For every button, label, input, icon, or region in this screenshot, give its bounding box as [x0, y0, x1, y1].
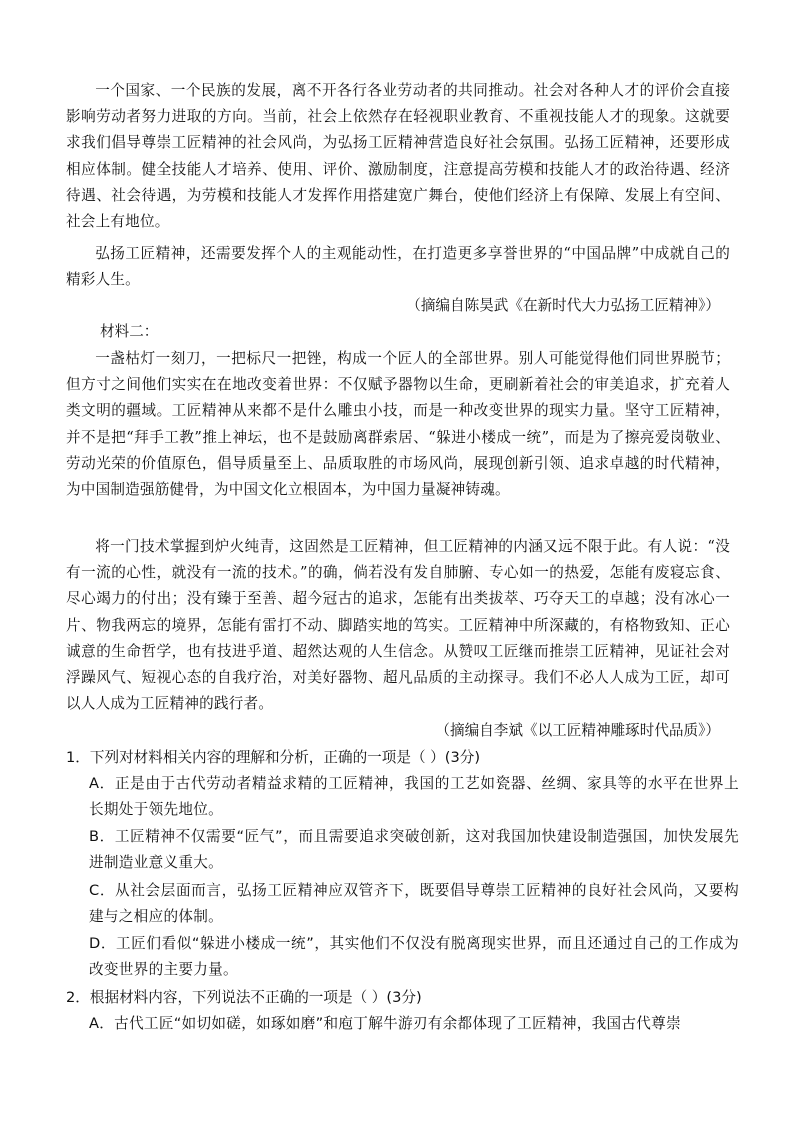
material-two-source: （摘编自李斌《以工匠精神雕琢时代品质》） [435, 722, 720, 739]
material-two-paragraph-2: 将一门技术掌握到炉火纯青，这固然是工匠精神，但工匠精神的内涵又远不限于此。有人说：“没有一流的心性，就没有一流的技术。”的确，倘若没有发自肺腑、专心如一的热爱，怎能有废寝忘食、尽心竭力的付出；没有臻于至善、超今冠古的追求，怎能有出类拔萃、巧夺天工的卓越；没有冰心一片、物我两忘的境界，怎能有雷打不动、脚踏实地的笃实。工匠精神中所深藏的，有格物致知、正心诚意的生命哲学，也有技进乎道、超然达观的人生信念。从赞叹工匠继而推崇工匠精神，见证社会对浮躁风气、短视心态的自我疗治，对美好器物、超凡品质的主动探寻。我们不必人人成为工匠，却可以人人成为工匠精神的践行者。 [66, 538, 730, 713]
material-two-heading: 材料二： [100, 323, 159, 340]
question-1-option-b: B．工匠精神不仅需要“匠气”，而且需要追求突破创新，这对我国加快建设制造强国，加快发展先进制造业意义重大。 [89, 828, 739, 871]
question-1-option-d: D．工匠们看似“躲进小楼成一统”，其实他们不仅没有脱离现实世界，而且还通过自己的工作成为改变世界的主要力量。 [89, 935, 739, 978]
material-one-paragraph-1: 一个国家、一个民族的发展，离不开各行各业劳动者的共同推动。社会对各种人才的评价会直接影响劳动者努力进取的方向。当前，社会上依然存在轻视职业教育、不重视技能人才的现象。这就要求我们倡导尊崇工匠精神的社会风尚，为弘扬工匠精神营造良好社会氛围。弘扬工匠精神，还要形成相应体制。健全技能人才培养、使用、评价、激励制度，注意提高劳模和技能人才的政治待遇、经济待遇、社会待遇，为劳模和技能人才发挥作用搭建宽广舞台，使他们经济上有保障、发展上有空间、社会上有地位。 [66, 82, 730, 231]
material-one-paragraph-2: 弘扬工匠精神，还需要发挥个人的主观能动性，在打造更多享誉世界的“中国品牌”中成就自己的精彩人生。 [66, 245, 730, 289]
question-2-stem: 2．根据材料内容，下列说法不正确的一项是（ ）(3分) [66, 989, 422, 1006]
material-one-source: （摘编自陈昊武《在新时代大力弘扬工匠精神》） [406, 297, 720, 314]
material-two-paragraph-1: 一盏枯灯一刻刀，一把标尺一把锉，构成一个匠人的全部世界。别人可能觉得他们同世界脱节；但方寸之间他们实实在在地改变着世界：不仅赋予器物以生命，更刷新着社会的审美追求，扩充着人类文明的疆域。工匠精神从来都不是什么雕虫小技，而是一种改变世界的现实力量。坚守工匠精神，并不是把“拜手工教”推上神坛，也不是鼓励离群索居、“躲进小楼成一统”，而是为了擦亮爱岗敬业、劳动光荣的价值原色，倡导质量至上、品质取胜的市场风尚，展现创新引领、追求卓越的时代精神，为中国制造强筋健骨，为中国文化立根固本，为中国力量凝神铸魂。 [66, 350, 730, 499]
question-1-stem: 1．下列对材料相关内容的理解和分析，正确的一项是（ ）(3分) [66, 749, 481, 766]
question-2-option-a: A．古代工匠“如切如磋，如琢如磨”和庖丁解牛游刃有余都体现了工匠精神，我国古代尊崇 [89, 1015, 681, 1032]
question-1-option-c: C．从社会层面而言，弘扬工匠精神应双管齐下，既要倡导尊崇工匠精神的良好社会风尚，又要构建与之相应的体制。 [89, 882, 739, 925]
question-1-option-a: A．正是由于古代劳动者精益求精的工匠精神，我国的工艺如瓷器、丝绸、家具等的水平在世界上长期处于领先地位。 [89, 775, 739, 818]
